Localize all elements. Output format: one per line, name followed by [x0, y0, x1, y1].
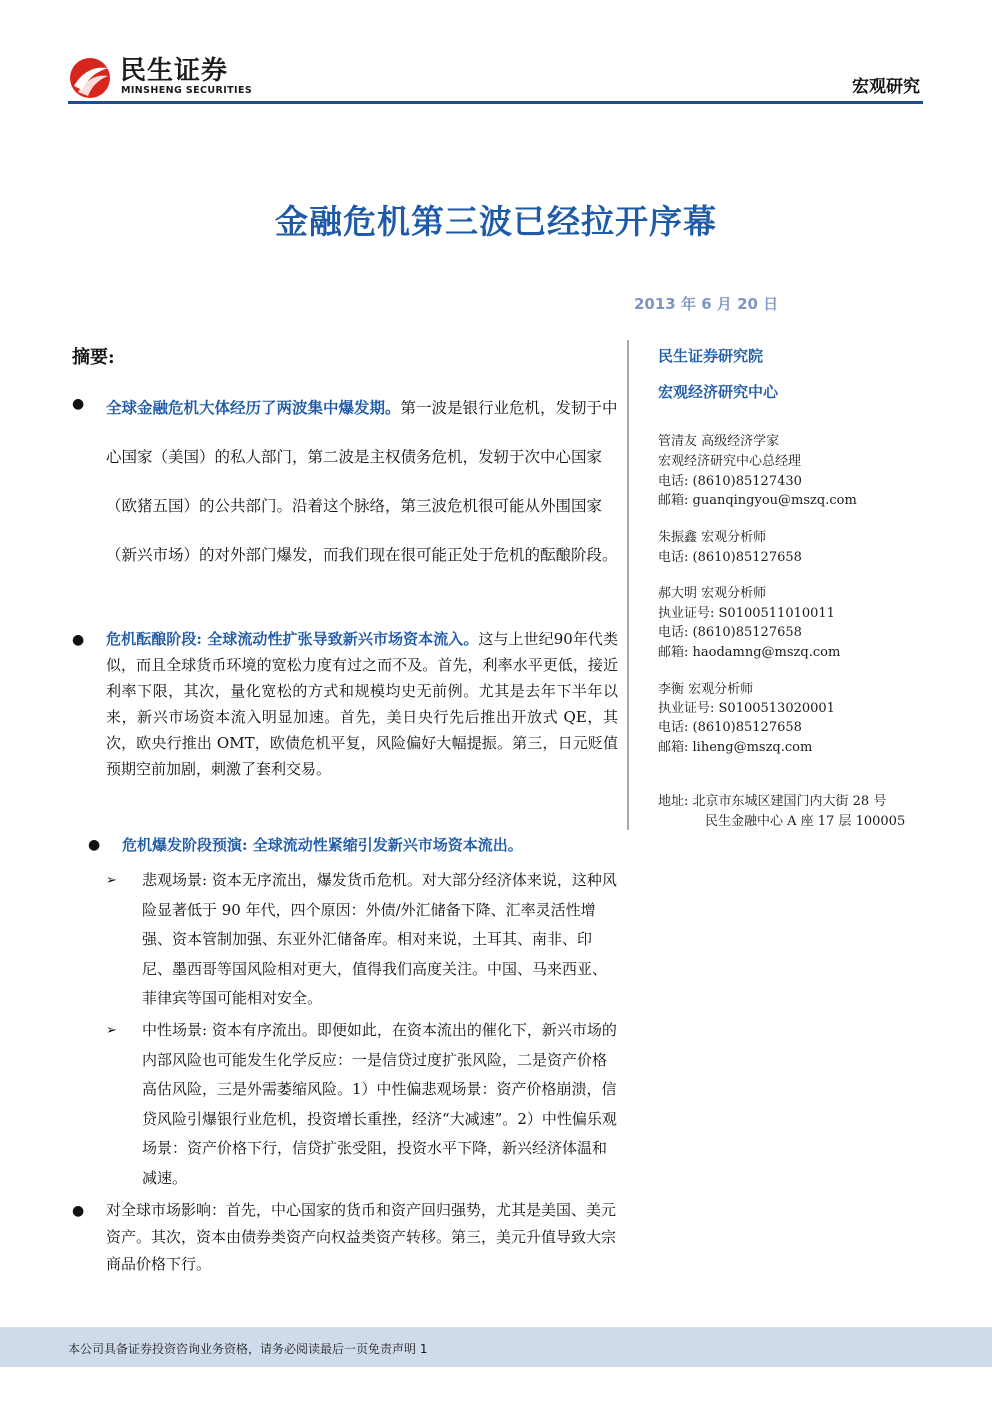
- report-category: 宏观研究: [852, 77, 920, 97]
- address-line-1: 地址: 北京市东城区建国门内大街 28 号: [658, 794, 887, 809]
- report-date: 2013 年 6 月 20 日: [634, 295, 779, 313]
- analyst-4-phone: 电话: (8610)85127658: [658, 720, 802, 735]
- analyst-4-cert: 执业证号: S0100513020001: [658, 701, 835, 716]
- analyst-3-name: 郝大明 宏观分析师: [658, 586, 767, 601]
- logo-text-cn: 民生证券: [120, 56, 229, 86]
- analyst-2-phone: 电话: (8610)85127658: [658, 550, 802, 565]
- logo-text-en: MINSHENG SECURITIES: [121, 85, 253, 96]
- analyst-3-email[interactable]: 邮箱: haodamng@mszq.com: [658, 645, 841, 660]
- sidebar-org: 民生证券研究院: [658, 347, 764, 365]
- company-logo: [68, 56, 268, 100]
- analyst-3-phone: 电话: (8610)85127658: [658, 625, 802, 640]
- point-2-lead: 危机酝酿阶段: 全球流动性扩张导致新兴市场资本流入。: [106, 630, 479, 648]
- analyst-1-email[interactable]: 邮箱: guanqingyou@mszq.com: [658, 493, 857, 508]
- analyst-4-name: 李衡 宏观分析师: [658, 682, 754, 697]
- abstract-point-1: [106, 384, 618, 580]
- logo-icon: [68, 56, 112, 100]
- abstract-point-3: [122, 833, 622, 857]
- header-rule: [68, 101, 923, 104]
- point-2-text: 这与上世纪90年代类似，而且全球货币环境的宽松力度有过之而不及。首先，利率水平更低，接近利率下限，其次，量化宽松的方式和规模均史无前例。尤其是去年下半年以来，新兴市场资本流入明显加速。首先，美日央行先后推出开放式 QE，其次，欧央行推出 OMT，欧债危机平复，风险偏好大幅提振。第三，日元贬值预期空前加剧，刺激了套利交易。: [106, 630, 618, 778]
- point-1-lead: 全球金融危机大体经历了两波集中爆发期。: [106, 399, 401, 417]
- point-1-text: 第一波是银行业危机，发韧于中心国家（美国）的私人部门，第二波是主权债务危机，发轫于次中心国家（欧猪五国）的公共部门。沿着这个脉络，第三波危机很可能从外围国家（新兴市场）的对外部门爆发，而我们现在很可能正处于危机的酝酿阶段。: [106, 399, 618, 564]
- analyst-2-name: 朱振鑫 宏观分析师: [658, 530, 767, 545]
- abstract-point-4: 对全球市场影响：首先，中心国家的货币和资产回归强势，尤其是美国、美元资产。其次，资本由债券类资产向权益类资产转移。第三，美元升值导致大宗商品价格下行。: [106, 1201, 617, 1273]
- analyst-1-phone: 电话: (8610)85127430: [658, 474, 802, 489]
- address-line-2: 民生金融中心 A 座 17 层 100005: [705, 814, 906, 829]
- column-divider: [627, 340, 629, 830]
- arrow-bullet-icon: ➢: [106, 1023, 117, 1038]
- analyst-3-cert: 执业证号: S0100511010011: [658, 606, 835, 621]
- analyst-1-title: 宏观经济研究中心总经理: [658, 454, 802, 469]
- bullet-icon: ●: [72, 396, 85, 412]
- point-3-lead: 危机爆发阶段预演: 全球流动性紧缩引发新兴市场资本流出。: [122, 836, 523, 854]
- scenario-neutral: 中性场景: 资本有序流出。即便如此，在资本流出的催化下，新兴市场的内部风险也可能发生化学反应：一是信贷过度扩张风险，二是资产价格高估风险，三是外需萎缩风险。1）中性偏悲观场景：资产价格崩溃，信贷风险引爆银行业危机，投资增长重挫，经济“大减速”。2）中性偏乐观场景：资产价格下行，信贷扩张受阻，投资水平下降，新兴经济体温和减速。: [142, 1021, 617, 1187]
- bullet-icon: ●: [72, 1203, 85, 1219]
- analyst-1-name: 管清友 高级经济学家: [658, 434, 780, 449]
- bullet-icon: ●: [72, 632, 85, 648]
- analyst-4-email[interactable]: 邮箱: liheng@mszq.com: [658, 740, 813, 755]
- report-title: 金融危机第三波已经拉开序幕: [275, 202, 717, 241]
- arrow-bullet-icon: ➢: [106, 873, 117, 888]
- abstract-point-2: [106, 626, 618, 782]
- scenario-pessimistic: 悲观场景: 资本无序流出，爆发货币危机。对大部分经济体来说，这种风险显著低于 90 年代，四个原因：外债/外汇储备下降、汇率灵活性增强、资本管制加强、东亚外汇储备库。相对来说，土耳其、南非、印尼、墨西哥等国风险相对更大，值得我们高度关注。中国、马来西亚、菲律宾等国可能相对安全。: [142, 871, 617, 1007]
- footer-disclaimer: 本公司具备证券投资咨询业务资格，请务必阅读最后一页免责声明 1: [68, 1342, 428, 1356]
- sidebar-dept: 宏观经济研究中心: [658, 383, 779, 401]
- abstract-heading: 摘要:: [72, 347, 115, 368]
- bullet-icon: ●: [88, 837, 101, 853]
